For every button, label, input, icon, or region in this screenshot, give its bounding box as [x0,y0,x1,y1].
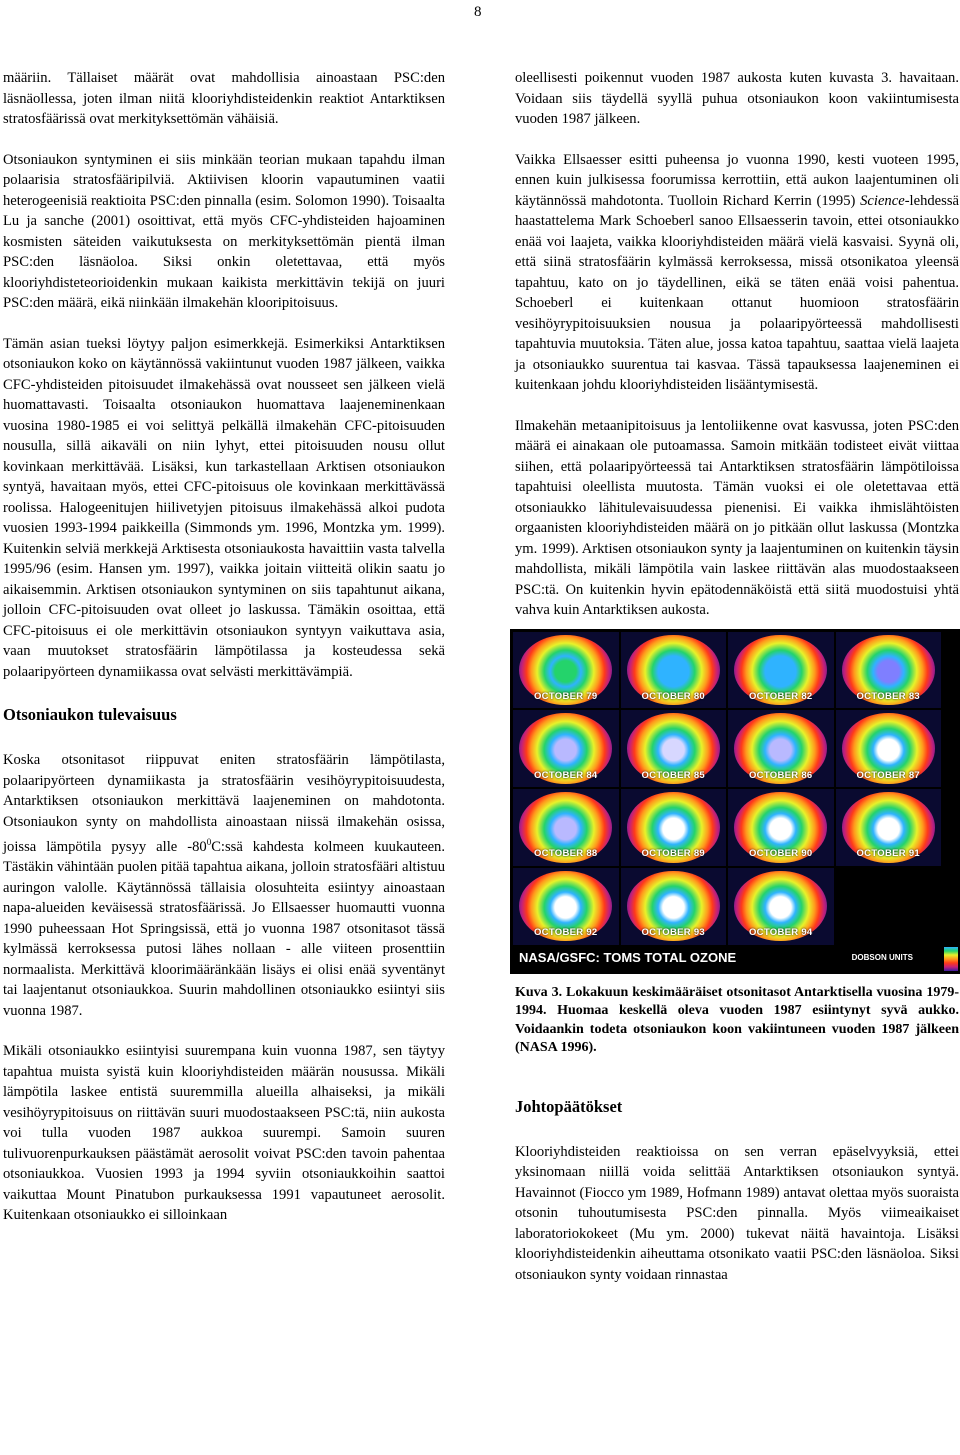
panel-label: OCTOBER 90 [748,848,813,860]
p4-text-b: C:ssä kahdesta kolmeen kuukauteen. Tästäkin vähintään puolen pitää tapahtua aikana, jolloin stratosfääri altistuu auringon valolle. Käytännössä tällaisia olosuhteita esiintyy ainoastaan napa-alueiden keväisessä stratosfäärissä. Jo Ellsaesser huomautti vuonna 1990 puheessaan Hot Springsissä, että jo vuonna 1987 otsonitasot tässä kylmässä kerroksessa putosi lähes nollaan - alle viiteen prosenttiin normaalista. Merkittävä kloorimääränkään lisäys ei olisi enää syventänyt tai laajentanut otsoniaukkoa. Suurin mahdollinen otsoniaukko esiintyi siis vuonna 1987. [3,838,445,1019]
p2-text-b: -lehdessä haastattelema Mark Schoeberl sanoo Ellsaesserin tavoin, ettei otsoniaukko enää voi laajeta, vaikka klooriyhdisteiden määrä vielä kasvaisi. Syynä oli, että siinä stratosfäärin kylmässä kerroksessa, missä otsonikatoa yleensä tapahtuu, kato on jo täydellinen, eikä se täten enää voisi pahentua. Schoeberl ei kuitenkaan ottanut huomioon stratosfäärin vesihöyrypitoisuuksien nousua ja polaaripyörteessä mahdollisesti tapahtuvia muutoksia. Täten alue, jossa katoa tapahtuu, saattaa vielä laajeta ja otsoniaukko suurentua tai kasvaa. Tässä tapauksessa laajeneminen ei kuitenkaan johdu klooriyhdisteiden lisääntymisestä. [515,192,959,393]
ozone-map-panel [621,868,727,945]
figure-title: NASA/GSFC: TOMS TOTAL OZONE [519,950,737,966]
left-column [3,68,445,1226]
right-paragraph-2 [515,150,959,396]
section-heading-conclusions: Johtopäätökset [515,1096,623,1116]
ozone-map-panel [728,632,834,709]
figure-units: DOBSON UNITS [851,953,913,963]
ozone-figure [510,629,960,974]
panel-label: OCTOBER 89 [641,848,706,860]
ozone-map-panel [513,868,619,945]
panel-label: OCTOBER 94 [748,927,813,938]
p4-text-a: Koska otsonitasot riippuvat eniten stratosfäärin lämpötilasta, polaaripyörteen dynamiikasta ja stratosfäärin vesihöyrypitoisuudesta, Antarktiksen otsoniaukon merkittävä laajeneminen on mahdotonta. Otsoniaukon synty on mahdollista ainoastaan niissä ilmakehän osissa, joissa lämpötila pysyy alle -80 [3,752,445,855]
ozone-map-panel [621,632,727,709]
colorbar [944,947,958,971]
panel-label: OCTOBER 86 [748,769,813,781]
p2-text-a: Vaikka Ellsaesser esitti puheensa jo vuonna 1990, kesti vuoteen 1995, ennen kuin julkisessa foorumissa kerrottiin, että aukon laajentuminen oli käytännössä mahdotonta. Tuolloin Richard Kerrin (1995) [515,151,959,209]
left-paragraph-2: Otsoniaukon syntyminen ei siis minkään teorian mukaan tapahdu ilman polaarisia stratosfääripilviä. Aktiivisen kloorin vapautuminen vaatii heterogeenisiä reaktioita PSC:den pinnalla (esim. Solomon 1990). Toisaalta Lu ja sanche (2001) osoittivat, että myös CFC-yhdisteiden hajoaminen kosmisten säteiden vaikutuksesta on merkityksettömän pientä ilman PSC:den läsnäoloa. Siksi onkin oletettavaa, että myös klooriyhdisteteorioidenkin mukaan kaikista merkittävin tekijä on juuri PSC:den määrä, eikä niinkään ilmakehän klooripitoisuus. [3,151,445,311]
journal-name: Science [860,192,905,209]
panel-label: OCTOBER 85 [641,769,706,781]
panel-label: OCTOBER 84 [533,769,598,781]
ozone-map-panel [513,632,619,709]
ozone-map-panel [836,789,942,866]
ozone-map-panel [513,710,619,787]
ozone-map-panel [621,710,727,787]
panel-label: OCTOBER 79 [533,690,598,702]
panel-label: OCTOBER 82 [748,690,813,702]
panel-label: OCTOBER 88 [533,848,598,860]
page-number: 8 [474,4,482,20]
left-paragraph-5: Mikäli otsoniaukko esiintyisi suurempana kuin vuonna 1987, sen täytyy tapahtua muista syistä kuin klooriyhdisteiden määrän nousussa. Mikäli lämpötila laskee entistä suuremmilla alueilla alhaiseksi, ja mikäli vesihöyrypitoisuus on riittävän suuri muodostaakseen PSC:tä, niin aukosta voi tulla vuoden 1987 aukkoa suurempi. Samoin suuren tulivuorenpurkauksen päästämät aerosolit voivat PSC:den tavoin pahentaa otsoniaukkoa. Vuosien 1993 ja 1994 syviin otsoniaukkoihin saattoi vaikuttaa Mount Pinatubon purkauksessa 1991 vapautuneet aerosolit. Kuitenkaan otsoniaukko ei silloinkaan [3,1043,445,1224]
panel-label: OCTOBER 80 [641,690,706,702]
ozone-map-panel [836,632,942,709]
right-column [515,68,959,1285]
left-paragraph-4 [3,750,445,1021]
panel-label: OCTOBER 87 [856,769,921,781]
panel-label: OCTOBER 93 [641,927,706,938]
ozone-map-panel [836,710,942,787]
figure-footer [513,947,941,971]
ozone-map-panel [728,710,834,787]
ozone-map-panel [728,789,834,866]
ozone-map-panel [621,789,727,866]
panel-label: OCTOBER 91 [856,848,921,860]
section-heading-future: Otsoniaukon tulevaisuus [3,705,177,724]
degree-superscript: 0 [206,837,212,847]
panel-label: OCTOBER 83 [856,690,921,702]
ozone-panel-grid [513,632,941,945]
left-paragraph-3: Tämän asian tueksi löytyy paljon esimerkkejä. Esimerkiksi Antarktiksen otsoniaukon koko on käytännössä vakiintunut vuoden 1987 jälkeen, vaikka CFC-yhdisteiden pitoisuudet ilmakehässä ovat nousseet sen jälkeen vielä huomattavasti. Toisaalta otsoniaukon huomattava laajeneminenkaan vuosina 1980-1985 ei voi selittyä pelkällä ilmakehän CFC-pitoisuuden nousulla, sillä aikaväli on niin lyhyt, ettei pitoisuuden nousu ollut kovinkaan merkittävää. Lisäksi, kun tarkastellaan Arktisen otsoniaukon syntyä, havaitaan myös, ettei CFC-pitoisuus ole kovinkaan merkittävässä roolissa. Halogeenitujen hiilivetyjen pitoisuus ilmakehässä alkoi pudota vuosien 1993-1994 paikkeilla (Simmonds ym. 1996, Montzka ym. 1999). Kuitenkin selviä merkkejä Arktisesta otsoniaukosta havaittiin vasta talvella 1995/96 (esim. Hansen ym. 1997), vaikka joitain viitteitä olikin saatu jo aikaisemmin. Arktisen otsoniaukon syntyminen on siis tapahtunut aikana, jolloin CFC-pitoisuuden ovat olleet jo laskussa. Tämäkin osoittaa, että CFC-pitoisuus ei ole merkittävin otsoniaukon syntyyn vaikuttava asia, vaan muutokset stratosfäärin lämpötilassa ja kosteudessa sekä polaaripyörteen dynamiikassa ovat selvästi merkittävämpiä. [3,335,445,680]
left-paragraph-1: määriin. Tällaiset määrät ovat mahdollisia ainoastaan PSC:den läsnäollessa, joten ilman niitä klooriyhdisteidenkin reaktiot Antarktiksen stratosfäärissä ovat merkityksettömän vähäisiä. [3,70,445,127]
ozone-map-panel [728,868,834,945]
right-paragraph-1: oleellisesti poikennut vuoden 1987 aukosta kuten kuvasta 3. havaitaan. Voidaan siis täydellä syyllä puhua otsoniaukon koon vakiintumisesta vuoden 1987 jälkeen. [515,70,959,127]
panel-label: OCTOBER 92 [533,927,598,938]
right-paragraph-3: Ilmakehän metaanipitoisuus ja lentoliikenne ovat kasvussa, joten PSC:den määrä ei ainakaan ole putoamassa. Samoin mitkään todisteet eivät viittaa siihen, että polaaripyörteessä tai Antarktiksen stratosfäärin lämpötiloissa tapahtuisi oleellista muutosta. Tämän vuoksi ei ole oletettavaa että otsoniaukko lähitulevaisuudessa pienenisi. Ei vaikka ihmislähtöisten orgaanisten klooriyhdisteiden määrä on jo pitkään ollut laskussa (Montzka ym. 1999). Arktisen otsoniaukon synty ja laajentuminen on kuitenkin täysin mahdollista, mikäli lämpötila vain laskee riittävän alas muodostaakseen PSC:tä. On kuitenkin hyvin epätodennäköistä että siitä muodostuisi yhtä vahva kuin Antarktiksen aukosta. [515,417,959,618]
ozone-map-panel [513,789,619,866]
right-paragraph-4: Klooriyhdisteiden reaktioissa on sen verran epäselvyyksiä, ettei yksinomaan niillä voida selittää Antarktiksen otsoniaukon syntyä. Havainnot (Fiocco ym 1989, Hofmann 1989) antavat olettaa myös suoraista otsonin tuhoutumisesta PSC:den pinnalla. Myös viimeaikaiset laboratoriokokeet (Mu ym. 2000) tukevat näitä havaintoja. Lisäksi klooriyhdisteidenkin aiheuttama otsonikato vaatii PSC:den läsnäoloa. Siksi otsoniaukon synty voidaan rinnastaa [515,1143,959,1283]
figure-caption: Kuva 3. Lokakuun keskimääräiset otsonitasot Antarktisella vuosina 1979-1994. Huomaa keskellä oleva vuoden 1987 esiintynyt syvä aukko. Voidaankin todeta otsoniaukon koon vakiintuneen vuoden 1987 jälkeen (NASA 1996). [515,984,959,1055]
